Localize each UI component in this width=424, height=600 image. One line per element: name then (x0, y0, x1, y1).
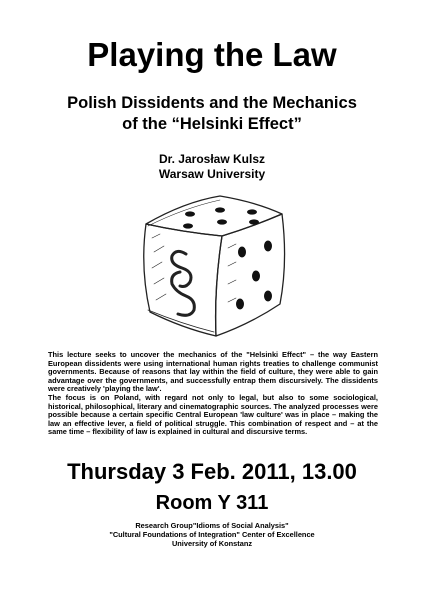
speaker-affiliation: Warsaw University (158, 167, 266, 181)
poster-subtitle (40, 93, 384, 135)
paragraph-dice-illustration (124, 188, 300, 340)
organizer-footer (0, 521, 424, 548)
event-room: Room Y 311 (155, 492, 269, 514)
footer-center: "Cultural Foundations of Integration" Center of Excellence (109, 530, 315, 539)
abstract-paragraph-2: The focus is on Poland, with regard not only to legal, but also to some sociological, historical, philosophical, literary and cinematographic sources. The analyzed processes were possible because a certain specific Central European 'law culture' was in place – making the law an effective lever, a field of political struggle. This combination of respect and – at the same time – flexibility of law is explained in cultural and discursive terms. (48, 392, 378, 437)
abstract-paragraph-1: This lecture seeks to uncover the mechanics of the "Helsinki Effect" – the way Eastern European dissidents were using international human rights treaties to challenge communist governments. Because of reasons that lay within the field of culture, they were able to gain advantage over the governments, and successfully entrap them discursively. The dissidents were creatively 'playing the law'. (48, 350, 378, 394)
event-datetime: Thursday 3 Feb. 2011, 13.00 (67, 459, 357, 484)
poster-title: Playing the Law (87, 36, 337, 73)
subtitle-line-2: of the “Helsinki Effect” (122, 115, 302, 133)
subtitle-line-1: Polish Dissidents and the Mechanics (67, 94, 357, 112)
dice-sketch-icon (124, 188, 300, 340)
footer-research-group: Research Group"Idioms of Social Analysis" (135, 521, 289, 530)
speaker-block (0, 152, 424, 182)
abstract (48, 351, 378, 437)
footer-university: University of Konstanz (171, 539, 253, 548)
speaker-name: Dr. Jarosław Kulsz (158, 152, 266, 166)
